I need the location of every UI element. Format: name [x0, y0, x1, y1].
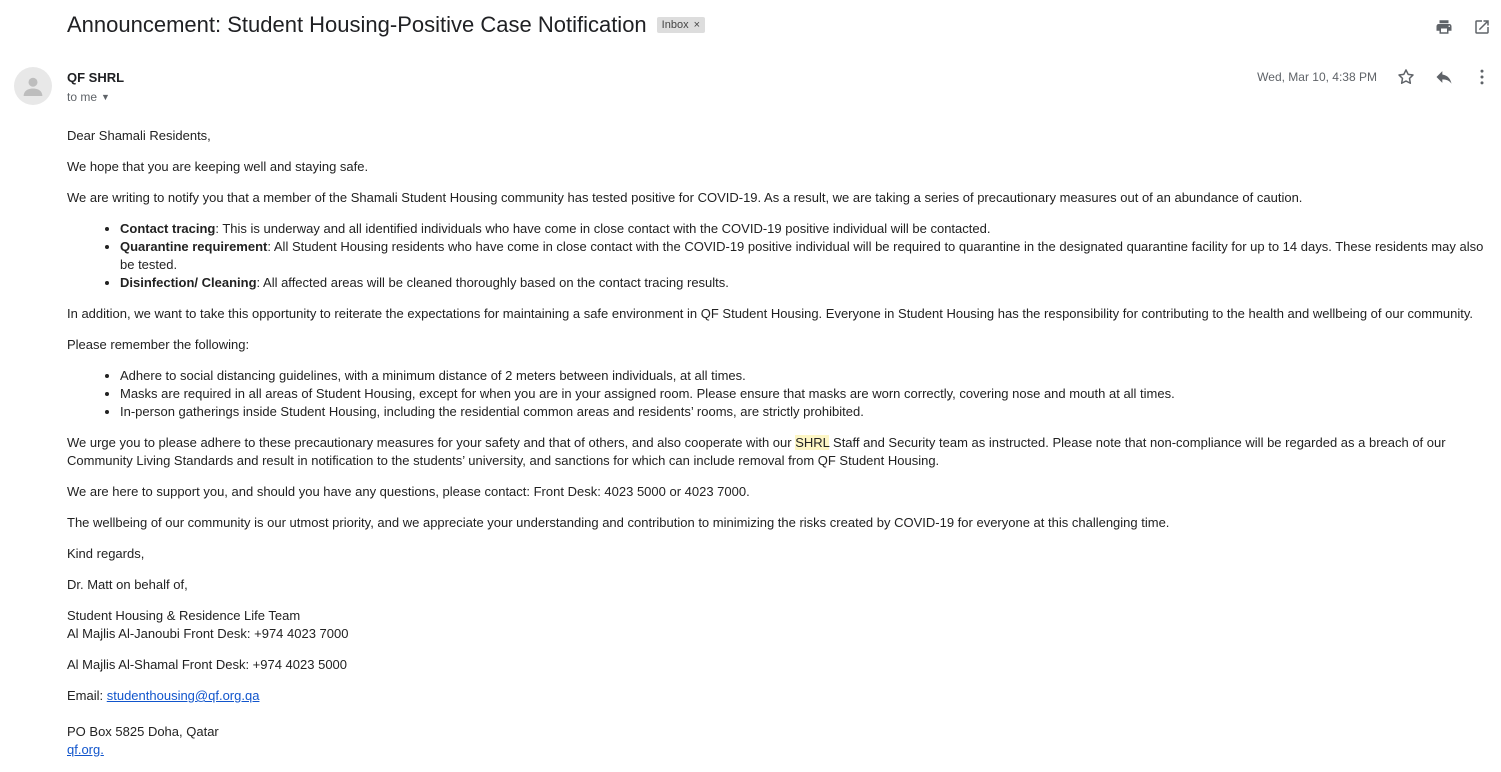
inbox-label-text: Inbox — [661, 19, 689, 31]
recipient-line — [67, 90, 110, 104]
email-line — [67, 687, 1492, 705]
shamal-desk: Al Majlis Al-Shamal Front Desk: +974 4023 5000 — [67, 657, 348, 672]
measure-text: : All affected areas will be cleaned thoroughly based on the contact tracing results. — [256, 275, 729, 290]
open-in-new-window-icon[interactable] — [1471, 16, 1493, 38]
email-body — [67, 127, 1492, 772]
measure-term: Disinfection/ Cleaning — [120, 275, 257, 290]
remove-label-icon[interactable]: × — [693, 19, 701, 31]
highlighted-term: SHRL — [795, 435, 830, 450]
star-icon[interactable] — [1395, 66, 1417, 88]
message-date: Wed, Mar 10, 4:38 PM — [1257, 70, 1377, 84]
measure-text: : This is underway and all identified individuals who have come in close contact with the COVID-19 positive individual will be contacted. — [215, 221, 991, 236]
person-icon — [18, 71, 48, 101]
print-icon[interactable] — [1433, 16, 1455, 38]
body-paragraph: The wellbeing of our community is our utmost priority, and we appreciate your understanding and contribution to minimizing the risks created by COVID-19 for everyone at this challenging time. — [67, 515, 1170, 530]
list-item: • Adhere to social distancing guidelines, with a minimum distance of 2 meters between individuals, at all times. — [120, 367, 1492, 385]
website-link[interactable]: qf.org. — [67, 742, 104, 757]
website-line — [67, 741, 1492, 759]
email-link[interactable]: studenthousing@qf.org.qa — [106, 688, 260, 703]
message-actions — [1395, 66, 1493, 88]
list-item — [120, 274, 1492, 292]
text-segment: We urge you to please adhere to these precautionary measures for your safety and that of others, and also cooperate with our — [67, 435, 796, 450]
subject-row — [67, 12, 705, 38]
measure-term: Quarantine requirement — [120, 239, 268, 254]
email-label: Email: — [67, 688, 107, 703]
measure-term: Contact tracing — [120, 221, 216, 236]
closing: Kind regards, — [67, 546, 145, 561]
team-name: Student Housing & Residence Life Team — [67, 608, 301, 623]
signer: Dr. Matt on behalf of, — [67, 577, 188, 592]
measures-list — [67, 220, 1492, 292]
body-paragraph: Please remember the following: — [67, 337, 250, 352]
greeting: Dear Shamali Residents, — [67, 128, 211, 143]
measure-text: : All Student Housing residents who have come in close contact with the COVID-19 positive individual will be required to quarantine in the designated quarantine facility for up to 14 days. These residents may also be tested. — [120, 239, 1484, 272]
list-item: • Masks are required in all areas of Student Housing, except for when you are in your assigned room. Please ensure that masks are worn correctly, covering nose and mouth at all times. — [120, 385, 1492, 403]
recipient-text: to me — [67, 90, 98, 104]
body-paragraph: We hope that you are keeping well and staying safe. — [67, 159, 369, 174]
reply-icon[interactable] — [1433, 66, 1455, 88]
list-item — [120, 238, 1492, 274]
text-segment: Staff and Security team as instructed. Please note that non-compliance will be regarded as a breach of our Community Living Standards and result in notification to the students’ university, and sanctions for which can include removal from QF Student Housing. — [67, 435, 1446, 468]
po-box: PO Box 5825 Doha, Qatar — [67, 724, 219, 739]
list-item: • In-person gatherings inside Student Housing, including the residential common areas and residents’ rooms, are strictly prohibited. — [120, 403, 1492, 421]
chevron-down-icon[interactable]: ▼ — [101, 92, 110, 102]
sender-name[interactable]: QF SHRL — [67, 70, 125, 85]
list-item — [120, 220, 1492, 238]
body-paragraph: We are here to support you, and should you have any questions, please contact: Front Desk: 4023 5000 or 4023 7000. — [67, 484, 750, 499]
thread-actions — [1433, 16, 1493, 38]
email-subject: Announcement: Student Housing-Positive Case Notification — [67, 12, 647, 37]
reminders-list — [67, 367, 1492, 421]
inbox-label-chip[interactable] — [657, 17, 705, 33]
body-paragraph — [67, 434, 1492, 470]
sender-avatar[interactable] — [14, 67, 52, 105]
body-paragraph: We are writing to notify you that a member of the Shamali Student Housing community has tested positive for COVID-19. As a result, we are taking a series of precautionary measures out of an abundance of caution. — [67, 190, 1303, 205]
janoubi-desk: Al Majlis Al-Janoubi Front Desk: +974 4023 7000 — [67, 626, 349, 641]
body-paragraph: In addition, we want to take this opportunity to reiterate the expectations for maintaining a safe environment in QF Student Housing. Everyone in Student Housing has the responsibility for contributing to the health and wellbeing of our community. — [67, 306, 1474, 321]
more-vert-icon[interactable] — [1471, 66, 1493, 88]
